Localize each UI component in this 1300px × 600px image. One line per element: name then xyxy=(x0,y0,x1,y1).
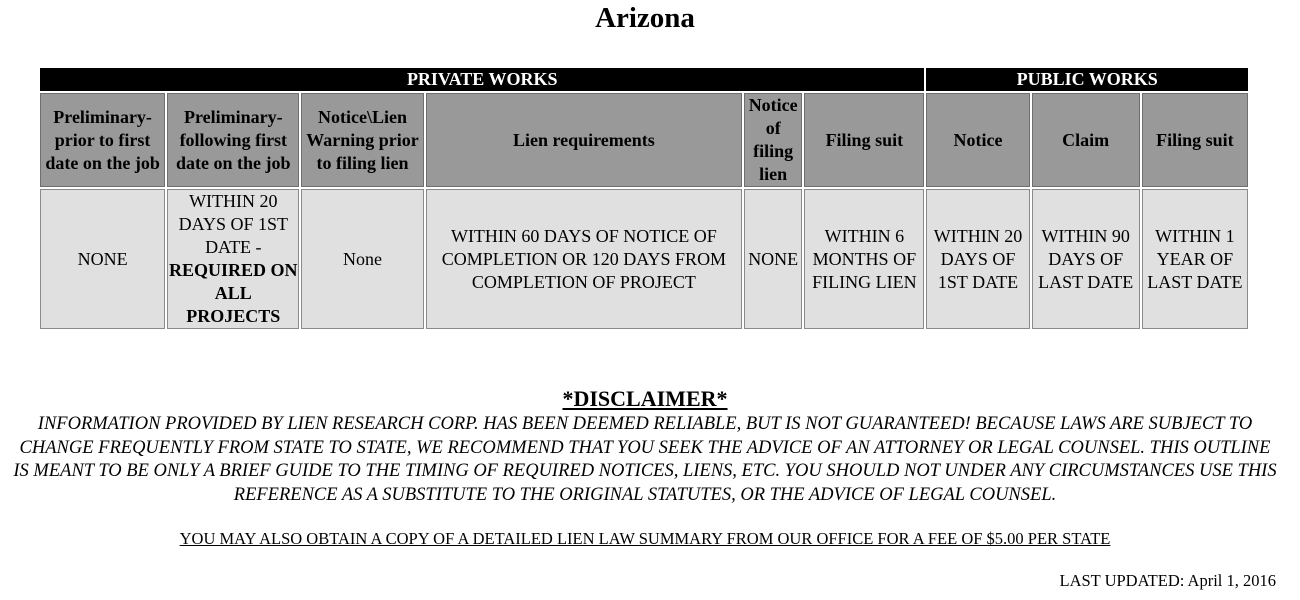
column-header-prelim-following: Preliminary-following first date on the job xyxy=(167,93,299,187)
cell-lien-warning: None xyxy=(301,189,423,329)
group-header-row xyxy=(40,68,1248,91)
cell-prelim-following-text: WITHIN 20 DAYS OF 1ST DATE - xyxy=(178,191,288,257)
cell-prelim-following-required: REQUIRED ON ALL PROJECTS xyxy=(169,260,298,326)
column-header-lien-warning: Notice\Lien Warning prior to filing lien xyxy=(301,93,423,187)
column-header-public-filing-suit: Filing suit xyxy=(1142,93,1248,187)
page-title: Arizona xyxy=(595,2,695,34)
disclaimer-text: INFORMATION PROVIDED BY LIEN RESEARCH CORP. HAS BEEN DEEMED RELIABLE, BUT IS NOT GUARANTEED! BECAUSE LAWS ARE SUBJECT TO CHANGE FREQUENTLY FROM STATE TO STATE, WE RECOMMEND THAT YOU SEEK THE ADVICE OF AN ATTORNEY OR LEGAL COUNSEL. THIS OUTLINE IS MEANT TO BE ONLY A BRIEF GUIDE TO THE TIMING OF REQUIRED NOTICES, LIENS, ETC. YOU SHOULD NOT UNDER ANY CIRCUMSTANCES USE THIS REFERENCE AS A SUBSTITUTE TO THE ORIGINAL STATUTES, OR THE ADVICE OF LEGAL COUNSEL. xyxy=(13,414,1277,505)
column-header-private-filing-suit: Filing suit xyxy=(804,93,924,187)
cell-prelim-prior: NONE xyxy=(40,189,165,329)
column-header-public-claim: Claim xyxy=(1032,93,1140,187)
lien-law-table xyxy=(38,66,1250,331)
private-works-header: PRIVATE WORKS xyxy=(40,68,924,91)
last-updated: LAST UPDATED: April 1, 2016 xyxy=(1059,571,1276,590)
cell-notice-of-filing: NONE xyxy=(744,189,802,329)
cell-prelim-following xyxy=(167,189,299,329)
cell-public-claim: WITHIN 90 DAYS OF LAST DATE xyxy=(1032,189,1140,329)
column-header-notice-of-filing: Notice of filing lien xyxy=(744,93,802,187)
cell-lien-requirements: WITHIN 60 DAYS OF NOTICE OF COMPLETION OR 120 DAYS FROM COMPLETION OF PROJECT xyxy=(426,189,743,329)
table-row xyxy=(40,189,1248,329)
public-works-header: PUBLIC WORKS xyxy=(926,68,1248,91)
column-header-public-notice: Notice xyxy=(926,93,1029,187)
lien-summary-link[interactable]: YOU MAY ALSO OBTAIN A COPY OF A DETAILED LIEN LAW SUMMARY FROM OUR OFFICE FOR A FEE OF $5.00 PER STATE xyxy=(179,529,1111,548)
column-header-lien-requirements: Lien requirements xyxy=(426,93,743,187)
column-header-prelim-prior: Preliminary-prior to first date on the job xyxy=(40,93,165,187)
cell-public-notice: WITHIN 20 DAYS OF 1ST DATE xyxy=(926,189,1029,329)
disclaimer-heading: *DISCLAIMER* xyxy=(562,386,728,411)
cell-public-filing-suit: WITHIN 1 YEAR OF LAST DATE xyxy=(1142,189,1248,329)
cell-private-filing-suit: WITHIN 6 MONTHS OF FILING LIEN xyxy=(804,189,924,329)
column-header-row xyxy=(40,93,1248,187)
